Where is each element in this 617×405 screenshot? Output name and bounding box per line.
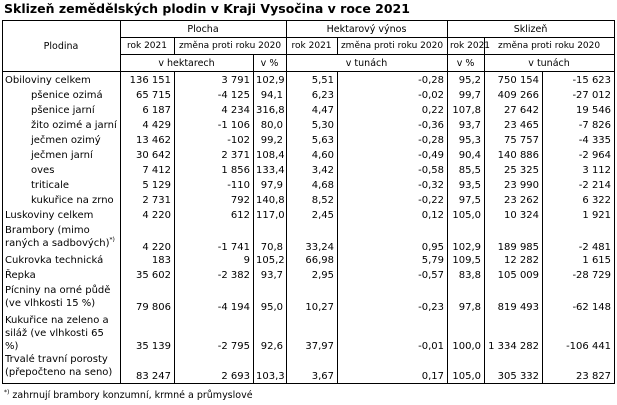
cell-plocha-zmena: -4 194 (175, 284, 254, 314)
row-label (3, 209, 121, 224)
row-label-text: Obiloviny celkem (5, 75, 91, 86)
cell-vynos-pct: 100,0 (448, 314, 485, 353)
cell-plocha-pct: 97,9 (254, 179, 287, 194)
cell-plocha-rok: 35 602 (121, 269, 175, 284)
cell-sklizen-zmena: -2 964 (543, 149, 615, 164)
row-label (3, 104, 121, 119)
cell-vynos-zmena: -0,49 (338, 149, 448, 164)
cell-plocha-zmena: 612 (175, 209, 254, 224)
cell-vynos-zmena: 0,22 (338, 104, 448, 119)
row-label (3, 194, 121, 209)
cell-sklizen-rok: 1 334 282 (485, 314, 543, 353)
cell-plocha-rok: 83 247 (121, 353, 175, 384)
cell-plocha-rok: 79 806 (121, 284, 175, 314)
cell-plocha-rok: 4 429 (121, 119, 175, 134)
cell-vynos-rok: 6,23 (287, 89, 338, 104)
cell-plocha-zmena: 792 (175, 194, 254, 209)
cell-plocha-rok: 65 715 (121, 89, 175, 104)
row-label (3, 254, 121, 269)
table-row (3, 179, 615, 194)
cell-plocha-zmena: -1 741 (175, 224, 254, 254)
cell-vynos-rok: 5,51 (287, 72, 338, 90)
table-title: Sklizeň zemědělských plodin v Kraji Vysočina v roce 2021 (4, 1, 410, 16)
cell-plocha-rok: 6 187 (121, 104, 175, 119)
crop-harvest-table (2, 20, 615, 384)
cell-sklizen-rok: 750 154 (485, 72, 543, 90)
cell-plocha-rok: 35 139 (121, 314, 175, 353)
cell-vynos-rok: 33,24 (287, 224, 338, 254)
cell-plocha-rok: 2 731 (121, 194, 175, 209)
cell-sklizen-zmena: -27 012 (543, 89, 615, 104)
row-label (3, 353, 121, 384)
header-group-plocha: Plocha (121, 21, 287, 38)
cell-vynos-rok: 66,98 (287, 254, 338, 269)
cell-plocha-pct: 133,4 (254, 164, 287, 179)
cell-vynos-pct: 93,5 (448, 179, 485, 194)
cell-vynos-rok: 37,97 (287, 314, 338, 353)
cell-plocha-pct: 117,0 (254, 209, 287, 224)
cell-sklizen-rok: 140 886 (485, 149, 543, 164)
cell-vynos-zmena: -0,36 (338, 119, 448, 134)
row-label-text: žito ozimé a jarní (31, 120, 117, 131)
row-label (3, 72, 121, 90)
cell-sklizen-zmena: -7 826 (543, 119, 615, 134)
cell-sklizen-rok: 75 757 (485, 134, 543, 149)
table-row (3, 72, 615, 90)
cell-plocha-zmena: -1 106 (175, 119, 254, 134)
cell-vynos-rok: 10,27 (287, 284, 338, 314)
cell-sklizen-rok: 305 332 (485, 353, 543, 384)
cell-sklizen-zmena: 3 112 (543, 164, 615, 179)
cell-sklizen-rok: 23 262 (485, 194, 543, 209)
cell-plocha-rok: 7 412 (121, 164, 175, 179)
header-sub-sklizen-zmena: změna proti roku 2020 (485, 38, 615, 55)
table-row (3, 269, 615, 284)
cell-plocha-pct: 70,8 (254, 224, 287, 254)
cell-vynos-rok: 3,67 (287, 353, 338, 384)
cell-plocha-pct: 80,0 (254, 119, 287, 134)
footnote-ref: *) (109, 236, 115, 244)
cell-plocha-zmena: -110 (175, 179, 254, 194)
cell-sklizen-rok: 23 990 (485, 179, 543, 194)
cell-vynos-zmena: 0,17 (338, 353, 448, 384)
row-label-text: pšenice ozimá (31, 90, 103, 101)
cell-sklizen-rok: 27 642 (485, 104, 543, 119)
cell-vynos-zmena: -0,28 (338, 134, 448, 149)
header-sub-vynos-zmena: změna proti roku 2020 (338, 38, 448, 55)
cell-vynos-rok: 2,95 (287, 269, 338, 284)
header-unit-plocha-pct: v % (254, 55, 287, 72)
header-unit-vynos-tuny: v tunách (287, 55, 448, 72)
table-row (3, 314, 615, 353)
cell-sklizen-rok: 23 465 (485, 119, 543, 134)
header-row-groups (3, 21, 615, 38)
row-label-text: Kukuřice na zeleno a siláž (ve vlhkosti 65 %) (5, 315, 109, 352)
cell-plocha-pct: 105,2 (254, 254, 287, 269)
cell-plocha-pct: 316,8 (254, 104, 287, 119)
cell-sklizen-rok: 409 266 (485, 89, 543, 104)
row-label (3, 119, 121, 134)
row-label (3, 89, 121, 104)
header-unit-hektary: v hektarech (121, 55, 254, 72)
table-body (3, 21, 615, 384)
cell-vynos-zmena: -0,22 (338, 194, 448, 209)
cell-sklizen-rok: 25 325 (485, 164, 543, 179)
cell-plocha-zmena: -4 125 (175, 89, 254, 104)
row-label (3, 164, 121, 179)
cell-vynos-pct: 93,7 (448, 119, 485, 134)
cell-sklizen-rok: 819 493 (485, 284, 543, 314)
cell-sklizen-zmena: -15 623 (543, 72, 615, 90)
cell-plocha-zmena: 1 856 (175, 164, 254, 179)
cell-plocha-rok: 4 220 (121, 209, 175, 224)
header-plodina: Plodina (3, 21, 121, 72)
cell-plocha-zmena: 9 (175, 254, 254, 269)
cell-plocha-rok: 4 220 (121, 224, 175, 254)
table-row (3, 284, 615, 314)
cell-plocha-rok: 30 642 (121, 149, 175, 164)
row-label (3, 134, 121, 149)
cell-vynos-pct: 102,9 (448, 224, 485, 254)
cell-vynos-pct: 95,2 (448, 72, 485, 90)
cell-plocha-pct: 102,9 (254, 72, 287, 90)
cell-vynos-pct: 95,3 (448, 134, 485, 149)
cell-vynos-rok: 4,60 (287, 149, 338, 164)
cell-plocha-rok: 136 151 (121, 72, 175, 90)
table-row (3, 209, 615, 224)
row-label (3, 269, 121, 284)
cell-sklizen-rok: 105 009 (485, 269, 543, 284)
cell-vynos-zmena: -0,23 (338, 284, 448, 314)
cell-plocha-zmena: -102 (175, 134, 254, 149)
cell-plocha-pct: 103,3 (254, 353, 287, 384)
header-group-sklizen: Sklizeň (448, 21, 615, 38)
cell-vynos-rok: 5,30 (287, 119, 338, 134)
cell-vynos-pct: 85,5 (448, 164, 485, 179)
cell-plocha-pct: 95,0 (254, 284, 287, 314)
table-row (3, 194, 615, 209)
header-unit-vynos-pct: v % (448, 55, 485, 72)
cell-sklizen-zmena: 1 921 (543, 209, 615, 224)
cell-plocha-zmena: 3 791 (175, 72, 254, 90)
row-label-text: Luskoviny celkem (5, 210, 94, 221)
cell-vynos-pct: 97,5 (448, 194, 485, 209)
cell-plocha-zmena: -2 795 (175, 314, 254, 353)
table-row (3, 104, 615, 119)
table-row (3, 89, 615, 104)
cell-plocha-zmena: 4 234 (175, 104, 254, 119)
cell-sklizen-zmena: -62 148 (543, 284, 615, 314)
cell-vynos-rok: 4,47 (287, 104, 338, 119)
cell-vynos-rok: 3,42 (287, 164, 338, 179)
cell-vynos-pct: 105,0 (448, 353, 485, 384)
cell-vynos-zmena: -0,28 (338, 72, 448, 90)
footnote-text: zahrnují brambory konzumní, krmné a průmyslové (9, 390, 253, 401)
cell-vynos-pct: 83,8 (448, 269, 485, 284)
cell-sklizen-rok: 189 985 (485, 224, 543, 254)
table-row (3, 353, 615, 384)
row-label (3, 179, 121, 194)
cell-vynos-rok: 8,52 (287, 194, 338, 209)
cell-sklizen-zmena: -106 441 (543, 314, 615, 353)
cell-vynos-pct: 109,5 (448, 254, 485, 269)
cell-plocha-pct: 99,2 (254, 134, 287, 149)
cell-vynos-pct: 107,8 (448, 104, 485, 119)
cell-plocha-zmena: 2 371 (175, 149, 254, 164)
cell-vynos-zmena: -0,01 (338, 314, 448, 353)
cell-vynos-zmena: 0,12 (338, 209, 448, 224)
cell-vynos-zmena: -0,32 (338, 179, 448, 194)
row-label-text: triticale (31, 180, 70, 191)
cell-sklizen-rok: 12 282 (485, 254, 543, 269)
table-row (3, 149, 615, 164)
cell-sklizen-rok: 10 324 (485, 209, 543, 224)
cell-vynos-zmena: 5,79 (338, 254, 448, 269)
row-label-text: kukuřice na zrno (31, 195, 114, 206)
cell-sklizen-zmena: -4 335 (543, 134, 615, 149)
cell-sklizen-zmena: 6 322 (543, 194, 615, 209)
footnote-mark: *) (4, 388, 10, 396)
row-label (3, 149, 121, 164)
cell-plocha-pct: 140,8 (254, 194, 287, 209)
row-label (3, 284, 121, 314)
cell-sklizen-zmena: -28 729 (543, 269, 615, 284)
cell-vynos-pct: 99,7 (448, 89, 485, 104)
cell-sklizen-zmena: 23 827 (543, 353, 615, 384)
cell-plocha-pct: 92,6 (254, 314, 287, 353)
row-label-text: Trvalé travní porosty (přepočteno na seno) (5, 354, 113, 378)
table-row (3, 119, 615, 134)
row-label (3, 224, 121, 254)
cell-vynos-rok: 4,68 (287, 179, 338, 194)
row-label-text: Cukrovka technická (5, 255, 104, 266)
cell-sklizen-zmena: -2 214 (543, 179, 615, 194)
header-sub-plocha-rok: rok 2021 (121, 38, 175, 55)
cell-sklizen-zmena: -2 481 (543, 224, 615, 254)
header-unit-sklizen-tuny: v tunách (485, 55, 615, 72)
table-row (3, 254, 615, 269)
header-sub-vynos-rok: rok 2021 (287, 38, 338, 55)
cell-plocha-zmena: 2 693 (175, 353, 254, 384)
row-label-text: Pícniny na orné půdě (ve vlhkosti 15 %) (5, 285, 111, 309)
table-row (3, 224, 615, 254)
cell-vynos-zmena: 0,95 (338, 224, 448, 254)
cell-vynos-zmena: -0,02 (338, 89, 448, 104)
row-label-text: ječmen ozimý (31, 135, 101, 146)
cell-plocha-pct: 108,4 (254, 149, 287, 164)
row-label (3, 314, 121, 353)
cell-vynos-pct: 105,0 (448, 209, 485, 224)
cell-plocha-rok: 5 129 (121, 179, 175, 194)
cell-plocha-pct: 93,7 (254, 269, 287, 284)
row-label-text: pšenice jarní (31, 105, 95, 116)
cell-vynos-rok: 5,63 (287, 134, 338, 149)
cell-sklizen-zmena: 1 615 (543, 254, 615, 269)
header-group-vynos: Hektarový výnos (287, 21, 448, 38)
cell-plocha-pct: 94,1 (254, 89, 287, 104)
row-label-text: oves (31, 165, 55, 176)
cell-vynos-zmena: -0,58 (338, 164, 448, 179)
cell-vynos-zmena: -0,57 (338, 269, 448, 284)
row-label-text: ječmen jarní (31, 150, 93, 161)
cell-vynos-rok: 2,45 (287, 209, 338, 224)
row-label-text: Řepka (5, 270, 36, 281)
cell-plocha-rok: 183 (121, 254, 175, 269)
header-sub-plocha-zmena: změna proti roku 2020 (175, 38, 287, 55)
cell-plocha-rok: 13 462 (121, 134, 175, 149)
footnote (4, 390, 253, 401)
cell-vynos-pct: 90,4 (448, 149, 485, 164)
cell-plocha-zmena: -2 382 (175, 269, 254, 284)
header-sub-sklizen-rok: rok 2021 (448, 38, 485, 55)
cell-vynos-pct: 97,8 (448, 284, 485, 314)
cell-sklizen-zmena: 19 546 (543, 104, 615, 119)
table-row (3, 164, 615, 179)
row-label-text: Brambory (mimo raných a sadbových) (5, 225, 110, 249)
table-row (3, 134, 615, 149)
